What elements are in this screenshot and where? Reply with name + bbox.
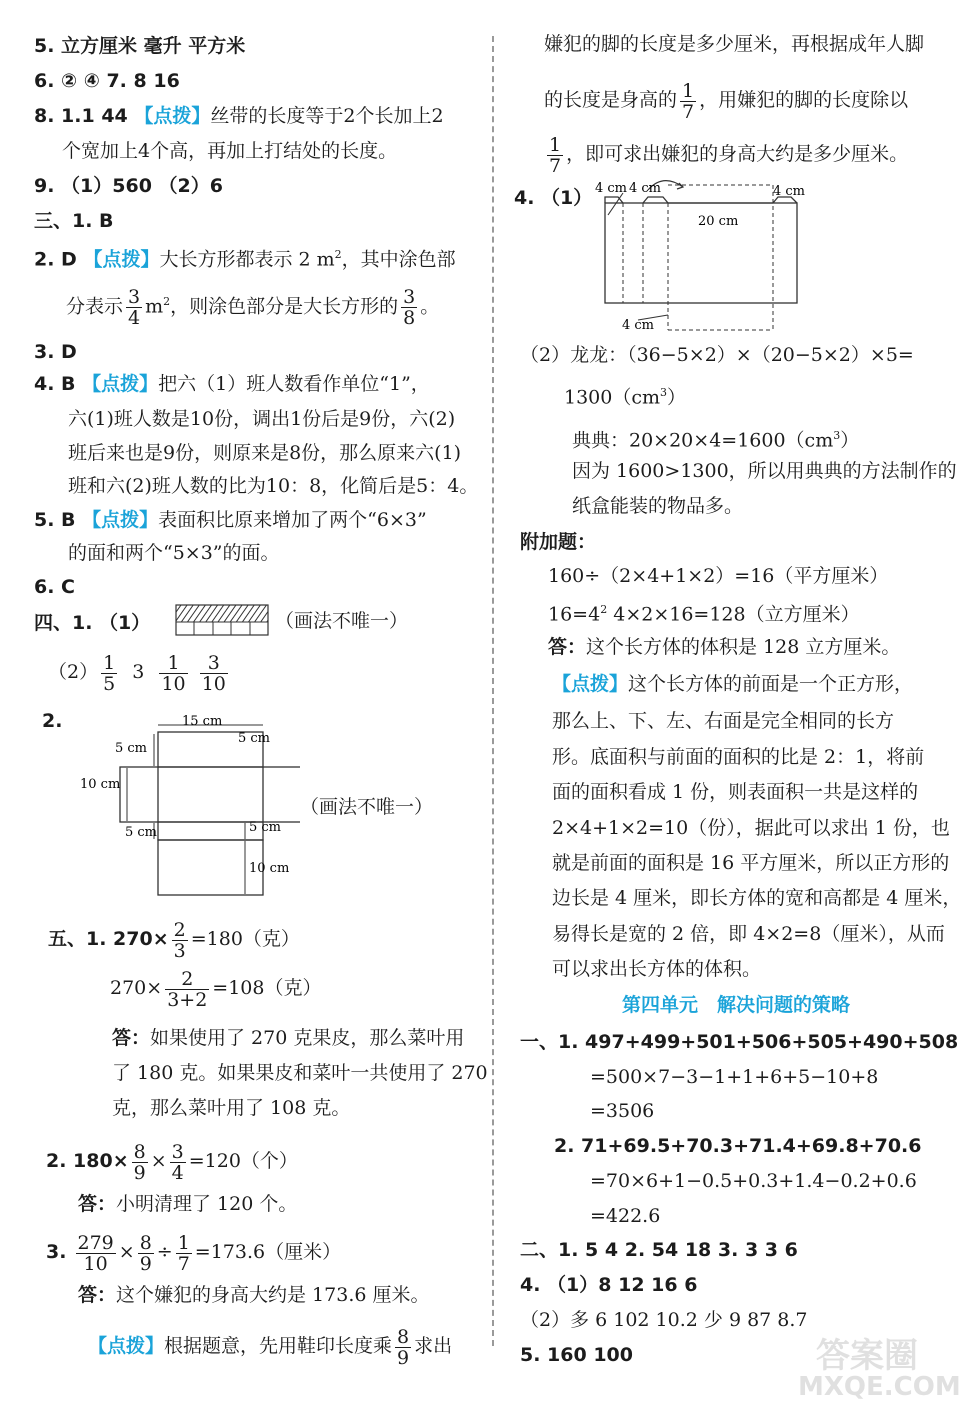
tip-text: 根据题意，先用鞋印长度乘 — [164, 1335, 393, 1357]
box-label: 20 cm — [698, 214, 739, 229]
answer-number: 4. （1） — [514, 187, 593, 209]
tip-text: 可以求出长方体的体积。 — [552, 958, 762, 980]
watermark-logo: 答案圈 — [816, 1336, 918, 1376]
answer-line: 9. （1）560 （2）6 — [34, 175, 223, 197]
answer-line: 一、1. 497+499+501+506+505+490+508 — [520, 1031, 959, 1053]
folding-box-diagram — [593, 175, 808, 335]
numerator: 279 — [77, 1231, 114, 1254]
tip-text: ，其中涂色部 — [341, 248, 456, 271]
tip-text: 那么上、下、左、右面是完全相同的长方 — [552, 710, 895, 732]
box-label: 4 cm — [629, 181, 662, 196]
answer-number: 3. — [46, 1241, 67, 1263]
answer-line — [34, 104, 444, 128]
text: 五、1. 270× — [48, 928, 169, 950]
net-label: 10 cm — [249, 861, 290, 876]
denominator: 3 — [173, 939, 186, 962]
answer-number: 8. 1.1 44 — [34, 105, 135, 127]
tip-label: 【点拨】 — [88, 1335, 165, 1357]
fraction — [101, 653, 117, 694]
text: =120（个） — [188, 1150, 298, 1172]
fraction — [200, 653, 228, 694]
calc-line: =422.6 — [590, 1205, 661, 1227]
text: 了 180 克。如果果皮和菜叶一共使用了 270 — [112, 1062, 488, 1084]
tip-text: 的面和两个“5×3”的面。 — [68, 542, 280, 564]
numerator: 3 — [403, 285, 416, 308]
numerator: 1 — [549, 133, 562, 156]
tip-text: 面的面积看成 1 份，则表面积一共是这样的 — [552, 781, 919, 803]
denominator: 4 — [171, 1161, 184, 1184]
tip-line — [552, 672, 913, 696]
text: m — [145, 295, 164, 318]
text: 2. 180× — [46, 1150, 129, 1172]
tip-text: 丝带的长度等于2个长加上2 — [210, 105, 444, 127]
section-heading: 附加题： — [520, 531, 597, 553]
tip-text: 班后来也是9份，则原来是8份，那么原来六(1) — [68, 442, 462, 464]
answer-line: 4. （1）8 12 16 6 — [520, 1274, 698, 1296]
tip-text: 把六（1）班人数看作单位“1”， — [158, 373, 430, 395]
answer-line: 6. C — [34, 576, 75, 598]
net-label: 15 cm — [182, 714, 223, 729]
tip-label: 【点拨】 — [82, 509, 159, 531]
text: 270× — [110, 977, 163, 999]
text: （2） — [48, 661, 99, 683]
box-label: 4 cm — [773, 184, 806, 199]
fraction — [176, 1233, 192, 1274]
superscript: 2 — [163, 295, 171, 308]
numerator: 1 — [682, 79, 695, 102]
note-text: （画法不唯一） — [275, 610, 409, 632]
tip-text: 2×4+1×2=10（份），据此可以求出 1 份，也 — [552, 817, 950, 839]
text: ） — [840, 429, 860, 452]
text: =108（克） — [212, 977, 322, 999]
fraction — [395, 1327, 411, 1368]
text: ÷ — [156, 1241, 173, 1263]
tip-text: 形。底面积与前面的面积的比是 2：1，将前 — [552, 746, 925, 768]
note-text: （画法不唯一） — [300, 796, 434, 818]
denominator: 3+2 — [167, 988, 208, 1011]
text: 小明清理了 120 个。 — [116, 1193, 298, 1215]
denominator: 9 — [139, 1252, 152, 1275]
text: 1300（cm — [564, 386, 661, 409]
answer-number: 5. B — [34, 509, 83, 531]
calc-line: =70×6+1−0.5+0.3+1.4−0.2+0.6 — [590, 1170, 917, 1192]
answer-line — [48, 917, 300, 961]
answer-label: 答： — [112, 1027, 151, 1049]
tip-text: 这个长方体的前面是一个正方形， — [628, 673, 914, 695]
text: 3 — [132, 661, 145, 683]
numerator: 1 — [103, 651, 116, 674]
net-label: 5 cm — [238, 731, 271, 746]
text: ，则涂色部分是大长方形的 — [170, 295, 399, 318]
watermark-url: MXQE.COM — [798, 1372, 961, 1402]
text: 这个长方体的体积是 128 立方厘米。 — [586, 636, 901, 658]
text: 。 — [420, 295, 440, 318]
tip-label: 【点拨】 — [83, 248, 160, 271]
section-heading: 四、1. （1） — [34, 612, 151, 634]
unit-title: 第四单元 解决问题的策略 — [622, 994, 851, 1016]
numerator: 2 — [165, 969, 209, 990]
answer-line — [112, 1026, 464, 1050]
text: ） — [667, 386, 687, 409]
denominator: 7 — [682, 100, 695, 123]
superscript: 3 — [660, 386, 668, 399]
numerator: 3 — [171, 1140, 184, 1163]
text: 典典：20×20×4=1600（cm — [572, 429, 834, 452]
answer-label: 答： — [78, 1284, 117, 1306]
denominator: 9 — [397, 1346, 410, 1369]
text: ，即可求出嫌犯的身高大约是多少厘米。 — [566, 143, 909, 165]
denominator: 10 — [201, 672, 226, 695]
answer-line — [34, 372, 430, 396]
fraction — [126, 287, 142, 328]
answer-line — [46, 1230, 341, 1274]
tip-text: 就是前面的面积是 16 平方厘米，所以正方形的 — [552, 852, 950, 874]
answer-line — [564, 381, 686, 409]
answer-line: （2）龙龙：（36−5×2）×（20−5×2）×5= — [520, 344, 914, 366]
calc-line: =500×7−3−1+1+6+5−10+8 — [590, 1066, 879, 1088]
answer-number: 2. — [42, 710, 63, 732]
numerator: 2 — [173, 918, 186, 941]
tip-text: 边长是 4 厘米，即长方体的宽和高都是 4 厘米， — [552, 887, 962, 909]
answer-line — [110, 966, 321, 1010]
denominator: 9 — [133, 1161, 146, 1184]
answer-line: 5. 立方厘米 毫升 平方米 — [34, 35, 246, 57]
answer-line — [46, 1139, 298, 1183]
box-label: 4 cm — [595, 181, 628, 196]
superscript: 2 — [334, 248, 342, 261]
answer-number: 4. B — [34, 373, 83, 395]
answer-line: （2）多 6 102 10.2 少 9 87 8.7 — [520, 1309, 808, 1331]
answer-line: 160÷（2×4+1×2）=16（平方厘米） — [548, 565, 889, 587]
answer-line: 2. 71+69.5+70.3+71.4+69.8+70.6 — [554, 1135, 922, 1157]
tip-text-line — [544, 78, 908, 122]
section-heading: 三、1. B — [34, 210, 114, 232]
denominator: 4 — [128, 306, 141, 329]
superscript: 3 — [833, 429, 841, 442]
answer-number: 2. D — [34, 248, 84, 271]
text: 如果使用了 270 克果皮，那么菜叶用 — [150, 1027, 465, 1049]
tip-text: 表面积比原来增加了两个“6×3” — [158, 509, 427, 531]
tip-text: 求出 — [414, 1335, 453, 1357]
tip-text: 个宽加上4个高，再加上打结处的长度。 — [62, 140, 398, 162]
numerator: 3 — [200, 653, 228, 674]
denominator: 8 — [403, 306, 416, 329]
answer-line — [34, 508, 427, 532]
fraction — [680, 81, 696, 122]
text: 纸盒能装的物品多。 — [572, 495, 744, 517]
answer-line: 5. 160 100 — [520, 1344, 633, 1366]
denominator: 7 — [549, 154, 562, 177]
text: ，用嫌犯的脚的长度除以 — [699, 89, 909, 111]
fraction — [165, 969, 209, 1010]
superscript: 2 — [600, 603, 608, 616]
numerator: 3 — [128, 285, 141, 308]
net-label: 5 cm — [125, 825, 158, 840]
fraction — [138, 1233, 154, 1274]
tip-label: 【点拨】 — [134, 105, 211, 127]
answer-line: 二、1. 5 4 2. 54 18 3. 3 3 6 — [520, 1239, 798, 1261]
text: 这个嫌犯的身高大约是 173.6 厘米。 — [116, 1284, 430, 1306]
tip-text: 嫌犯的脚的长度是多少厘米，再根据成年人脚 — [544, 33, 925, 55]
answer-line: 3. D — [34, 341, 77, 363]
tip-text-line — [544, 132, 908, 176]
fraction — [547, 135, 563, 176]
net-label: 5 cm — [249, 820, 282, 835]
answer-line — [548, 598, 860, 626]
denominator: 5 — [103, 672, 116, 695]
answer-line — [88, 1324, 452, 1368]
tip-label: 【点拨】 — [82, 373, 159, 395]
answer-line: 6. ② ④ 7. 8 16 — [34, 70, 180, 92]
text: × — [118, 1241, 135, 1263]
numerator: 1 — [177, 1231, 190, 1254]
fraction — [132, 1142, 148, 1183]
answer-label: 答： — [78, 1193, 117, 1215]
answer-line — [78, 1283, 430, 1307]
answer-line — [548, 635, 900, 659]
tip-text: 班和六(2)班人数的比为10：8，化简后是5：4。 — [68, 475, 479, 497]
box-label: 4 cm — [622, 318, 655, 333]
fraction — [170, 1142, 186, 1183]
text: 4×2×16=128（立方厘米） — [607, 603, 860, 626]
text: 克，那么菜叶用了 108 克。 — [112, 1097, 351, 1119]
answer-label: 答： — [548, 636, 587, 658]
answer-line — [48, 652, 231, 694]
tip-label: 【点拨】 — [552, 673, 629, 695]
numerator: 1 — [159, 653, 187, 674]
numerator: 8 — [397, 1325, 410, 1348]
fraction — [76, 1233, 116, 1274]
fraction — [172, 920, 188, 961]
text: =173.6（厘米） — [194, 1241, 342, 1263]
net-label: 5 cm — [115, 741, 148, 756]
answer-line — [572, 424, 859, 452]
tip-text: 大长方形都表示 2 m — [159, 248, 335, 271]
box-net-diagram — [70, 710, 300, 900]
answer-line — [34, 243, 456, 271]
text: 因为 1600>1300，所以用典典的方法制作的 — [572, 460, 957, 482]
numerator: 8 — [139, 1231, 152, 1254]
column-divider — [492, 36, 494, 1346]
answer-line — [66, 282, 439, 328]
numerator: 8 — [133, 1140, 146, 1163]
text: 分表示 — [66, 295, 124, 318]
denominator: 10 — [161, 672, 186, 695]
denominator: 7 — [177, 1252, 190, 1275]
shaded-rectangle-diagram — [175, 604, 270, 638]
fraction — [159, 653, 187, 694]
text: 16=4 — [548, 603, 601, 626]
text: × — [150, 1150, 167, 1172]
net-label: 10 cm — [80, 777, 121, 792]
tip-text: 易得长是宽的 2 倍，即 4×2=8（厘米），从而 — [552, 923, 945, 945]
tip-text: 六(1)班人数是10份，调出1份后是9份，六(2) — [68, 408, 456, 430]
text: 的长度是身高的 — [544, 89, 678, 111]
answer-line — [78, 1192, 297, 1216]
text: =180（克） — [190, 928, 300, 950]
fraction — [401, 287, 417, 328]
denominator: 10 — [83, 1252, 108, 1275]
calc-line: =3506 — [590, 1100, 655, 1122]
